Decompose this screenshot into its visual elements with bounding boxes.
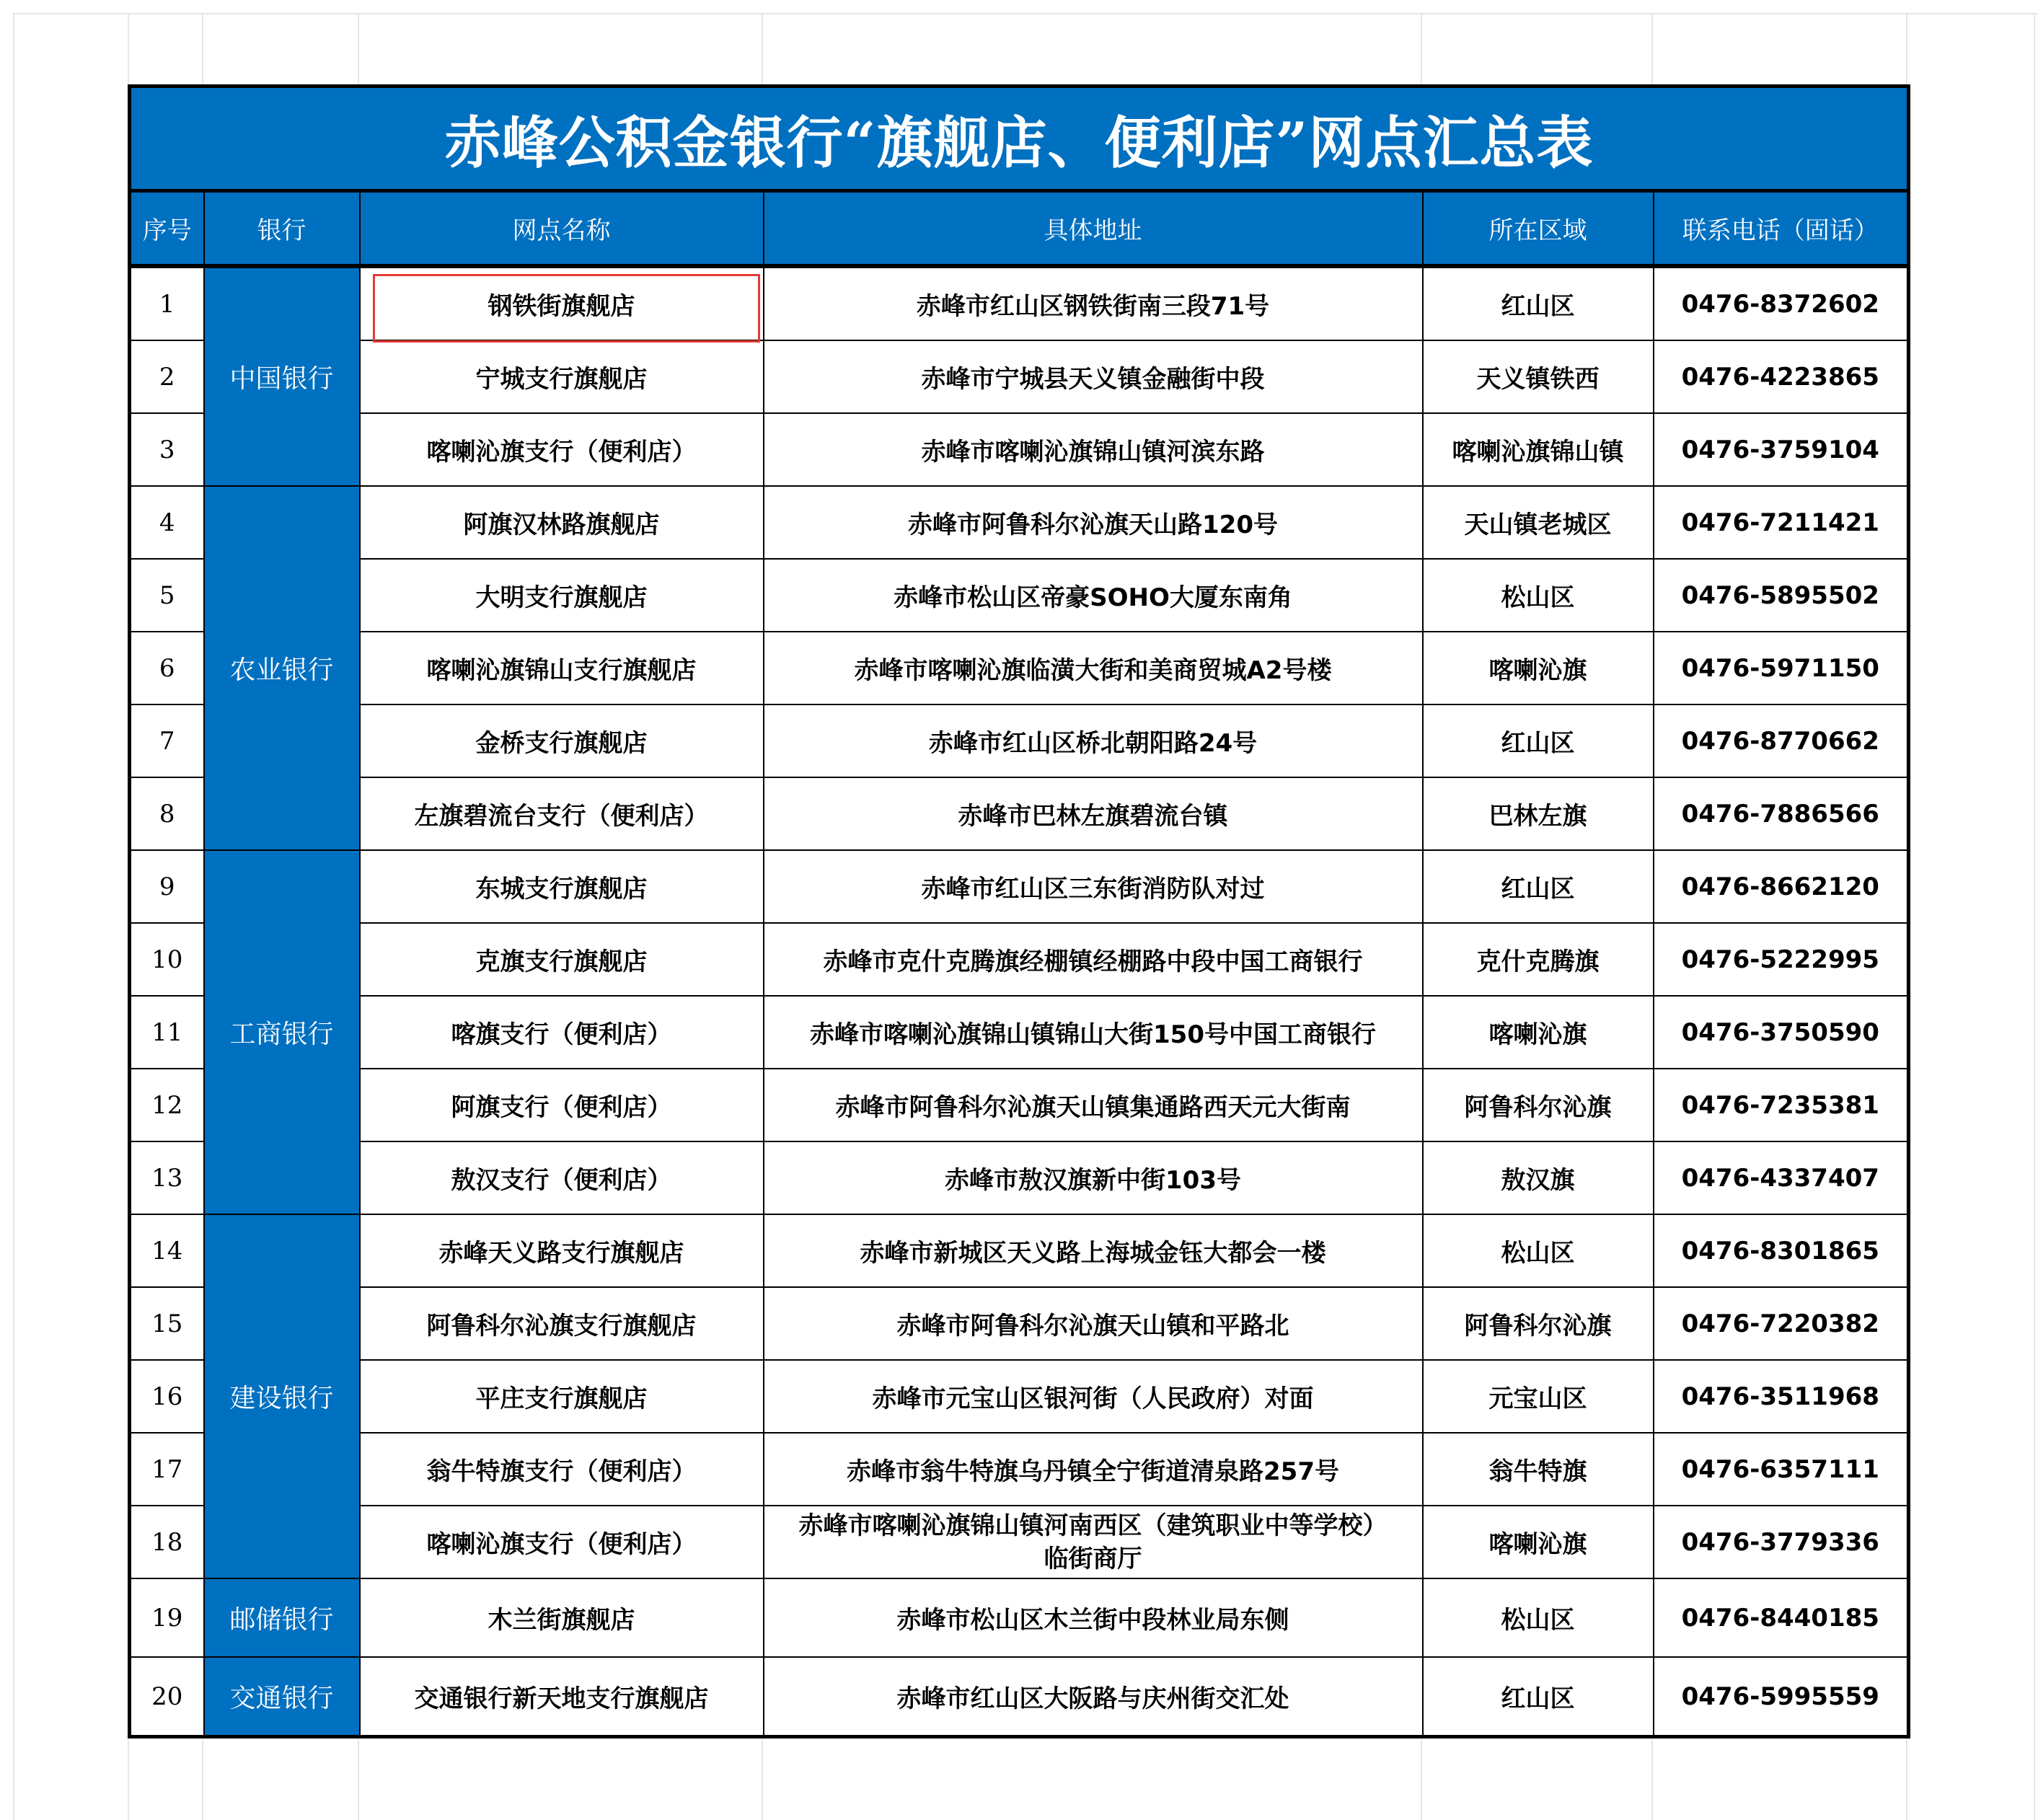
cell-branch-name[interactable]: 大明支行旗舰店 bbox=[360, 559, 764, 632]
cell-area[interactable]: 巴林左旗 bbox=[1423, 777, 1654, 850]
cell-phone[interactable]: 0476-7886566 bbox=[1654, 777, 1909, 850]
cell-branch-name[interactable]: 赤峰天义路支行旗舰店 bbox=[360, 1214, 764, 1287]
cell-seq[interactable]: 17 bbox=[130, 1433, 204, 1506]
cell-area[interactable]: 敖汉旗 bbox=[1423, 1141, 1654, 1214]
table-row bbox=[130, 559, 1909, 632]
cell-address[interactable]: 赤峰市喀喇沁旗锦山镇锦山大街150号中国工商银行 bbox=[764, 996, 1423, 1069]
cell-address[interactable]: 赤峰市松山区帝豪SOHO大厦东南角 bbox=[764, 559, 1423, 632]
table-row bbox=[130, 486, 1909, 559]
header-seq[interactable]: 序号 bbox=[130, 191, 204, 267]
cell-area[interactable]: 红山区 bbox=[1423, 266, 1654, 340]
cell-seq[interactable]: 20 bbox=[130, 1657, 204, 1737]
cell-phone[interactable]: 0476-5995559 bbox=[1654, 1657, 1909, 1737]
table-row bbox=[130, 923, 1909, 996]
header-phone[interactable]: 联系电话（固话） bbox=[1654, 191, 1909, 267]
cell-branch-name[interactable]: 木兰街旗舰店 bbox=[360, 1578, 764, 1657]
cell-branch-name[interactable]: 喀旗支行（便利店） bbox=[360, 996, 764, 1069]
table-row bbox=[130, 1506, 1909, 1578]
cell-address[interactable]: 赤峰市红山区三东街消防队对过 bbox=[764, 850, 1423, 923]
table-row bbox=[130, 1141, 1909, 1214]
cell-seq[interactable]: 3 bbox=[130, 413, 204, 486]
gridline bbox=[1421, 13, 1422, 84]
table-row bbox=[130, 1657, 1909, 1737]
cell-seq[interactable]: 1 bbox=[130, 266, 204, 340]
cell-seq[interactable]: 6 bbox=[130, 632, 204, 704]
table-row bbox=[130, 1069, 1909, 1141]
cell-bank-psbc[interactable]: 邮储银行 bbox=[204, 1578, 360, 1657]
cell-seq[interactable]: 4 bbox=[130, 486, 204, 559]
cell-branch-name[interactable]: 东城支行旗舰店 bbox=[360, 850, 764, 923]
cell-branch-name[interactable]: 敖汉支行（便利店） bbox=[360, 1141, 764, 1214]
cell-phone[interactable]: 0476-5895502 bbox=[1654, 559, 1909, 632]
cell-address[interactable]: 赤峰市宁城县天义镇金融街中段 bbox=[764, 340, 1423, 413]
cell-phone[interactable]: 0476-3750590 bbox=[1654, 996, 1909, 1069]
table-row bbox=[130, 1433, 1909, 1506]
gridline bbox=[1421, 1739, 1422, 1820]
cell-seq[interactable]: 9 bbox=[130, 850, 204, 923]
cell-address[interactable]: 赤峰市红山区桥北朝阳路24号 bbox=[764, 704, 1423, 777]
cell-phone[interactable]: 0476-4337407 bbox=[1654, 1141, 1909, 1214]
cell-area[interactable]: 天义镇铁西 bbox=[1423, 340, 1654, 413]
cell-bank-ccb[interactable]: 建设银行 bbox=[204, 1214, 360, 1578]
table-row bbox=[130, 777, 1909, 850]
gridline bbox=[762, 1739, 763, 1820]
cell-area[interactable]: 喀喇沁旗 bbox=[1423, 1506, 1654, 1578]
table-row bbox=[130, 1578, 1909, 1657]
cell-address[interactable]: 赤峰市阿鲁科尔沁旗天山路120号 bbox=[764, 486, 1423, 559]
cell-area[interactable]: 喀喇沁旗 bbox=[1423, 632, 1654, 704]
cell-address[interactable]: 赤峰市新城区天义路上海城金钰大都会一楼 bbox=[764, 1214, 1423, 1287]
cell-area[interactable]: 红山区 bbox=[1423, 850, 1654, 923]
table-row bbox=[130, 340, 1909, 413]
gridline bbox=[13, 13, 14, 1820]
cell-branch-name[interactable]: 阿旗汉林路旗舰店 bbox=[360, 486, 764, 559]
cell-phone[interactable]: 0476-8662120 bbox=[1654, 850, 1909, 923]
cell-phone[interactable]: 0476-5222995 bbox=[1654, 923, 1909, 996]
cell-address[interactable]: 赤峰市红山区钢铁街南三段71号 bbox=[764, 266, 1423, 340]
table-title[interactable]: 赤峰公积金银行“旗舰店、便利店”网点汇总表 bbox=[130, 87, 1909, 191]
cell-phone[interactable]: 0476-7220382 bbox=[1654, 1287, 1909, 1360]
cell-bank-boc[interactable]: 中国银行 bbox=[204, 266, 360, 486]
gridline bbox=[1651, 13, 1653, 84]
table-row bbox=[130, 1214, 1909, 1287]
cell-area[interactable]: 松山区 bbox=[1423, 1214, 1654, 1287]
cell-address[interactable]: 赤峰市元宝山区银河街（人民政府）对面 bbox=[764, 1360, 1423, 1433]
cell-address[interactable]: 赤峰市阿鲁科尔沁旗天山镇和平路北 bbox=[764, 1287, 1423, 1360]
cell-seq[interactable]: 11 bbox=[130, 996, 204, 1069]
cell-area[interactable]: 元宝山区 bbox=[1423, 1360, 1654, 1433]
gridline bbox=[762, 13, 763, 84]
table-row bbox=[130, 1287, 1909, 1360]
cell-seq[interactable]: 13 bbox=[130, 1141, 204, 1214]
cell-phone[interactable]: 0476-8301865 bbox=[1654, 1214, 1909, 1287]
cell-branch-name[interactable]: 阿鲁科尔沁旗支行旗舰店 bbox=[360, 1287, 764, 1360]
cell-branch-name[interactable]: 阿旗支行（便利店） bbox=[360, 1069, 764, 1141]
cell-bank-icbc[interactable]: 工商银行 bbox=[204, 850, 360, 1214]
cell-phone[interactable]: 0476-5971150 bbox=[1654, 632, 1909, 704]
cell-seq[interactable]: 15 bbox=[130, 1287, 204, 1360]
cell-address[interactable]: 赤峰市克什克腾旗经棚镇经棚路中段中国工商银行 bbox=[764, 923, 1423, 996]
gridline bbox=[128, 13, 129, 84]
cell-area[interactable]: 红山区 bbox=[1423, 1657, 1654, 1737]
cell-seq[interactable]: 16 bbox=[130, 1360, 204, 1433]
header-address[interactable]: 具体地址 bbox=[764, 191, 1423, 267]
table-row bbox=[130, 996, 1909, 1069]
cell-branch-name[interactable]: 喀喇沁旗支行（便利店） bbox=[360, 1506, 764, 1578]
cell-phone[interactable]: 0476-7235381 bbox=[1654, 1069, 1909, 1141]
cell-branch-name[interactable]: 平庄支行旗舰店 bbox=[360, 1360, 764, 1433]
cell-bank-bocom[interactable]: 交通银行 bbox=[204, 1657, 360, 1737]
cell-seq[interactable]: 5 bbox=[130, 559, 204, 632]
cell-phone[interactable]: 0476-7211421 bbox=[1654, 486, 1909, 559]
cell-branch-name[interactable]: 交通银行新天地支行旗舰店 bbox=[360, 1657, 764, 1737]
cell-area[interactable]: 松山区 bbox=[1423, 1578, 1654, 1657]
gridline bbox=[358, 1739, 359, 1820]
cell-phone[interactable]: 0476-8440185 bbox=[1654, 1578, 1909, 1657]
cell-seq[interactable]: 8 bbox=[130, 777, 204, 850]
cell-phone[interactable]: 0476-3759104 bbox=[1654, 413, 1909, 486]
cell-area[interactable]: 克什克腾旗 bbox=[1423, 923, 1654, 996]
cell-branch-name[interactable]: 金桥支行旗舰店 bbox=[360, 704, 764, 777]
table-row bbox=[130, 1360, 1909, 1433]
header-area[interactable]: 所在区域 bbox=[1423, 191, 1654, 267]
cell-address[interactable]: 赤峰市喀喇沁旗锦山镇河南西区（建筑职业中等学校）临街商厅 bbox=[764, 1506, 1423, 1578]
header-bank[interactable]: 银行 bbox=[204, 191, 360, 267]
cell-address[interactable]: 赤峰市翁牛特旗乌丹镇全宁街道清泉路257号 bbox=[764, 1433, 1423, 1506]
cell-address[interactable]: 赤峰市松山区木兰街中段林业局东侧 bbox=[764, 1578, 1423, 1657]
cell-area[interactable]: 喀喇沁旗 bbox=[1423, 996, 1654, 1069]
cell-area[interactable]: 阿鲁科尔沁旗 bbox=[1423, 1069, 1654, 1141]
cell-area[interactable]: 天山镇老城区 bbox=[1423, 486, 1654, 559]
cell-address[interactable]: 赤峰市喀喇沁旗临潢大街和美商贸城A2号楼 bbox=[764, 632, 1423, 704]
cell-branch-name[interactable]: 左旗碧流台支行（便利店） bbox=[360, 777, 764, 850]
cell-phone[interactable]: 0476-8770662 bbox=[1654, 704, 1909, 777]
cell-phone[interactable]: 0476-6357111 bbox=[1654, 1433, 1909, 1506]
cell-seq[interactable]: 10 bbox=[130, 923, 204, 996]
cell-phone[interactable]: 0476-3511968 bbox=[1654, 1360, 1909, 1433]
cell-seq[interactable]: 18 bbox=[130, 1506, 204, 1578]
gridline bbox=[128, 1739, 129, 1820]
cell-phone[interactable]: 0476-4223865 bbox=[1654, 340, 1909, 413]
cell-phone[interactable]: 0476-8372602 bbox=[1654, 266, 1909, 340]
cell-seq[interactable]: 2 bbox=[130, 340, 204, 413]
table-row bbox=[130, 704, 1909, 777]
cell-area[interactable]: 红山区 bbox=[1423, 704, 1654, 777]
cell-area[interactable]: 阿鲁科尔沁旗 bbox=[1423, 1287, 1654, 1360]
cell-bank-abc[interactable]: 农业银行 bbox=[204, 486, 360, 850]
cell-phone[interactable]: 0476-3779336 bbox=[1654, 1506, 1909, 1578]
cell-area[interactable]: 翁牛特旗 bbox=[1423, 1433, 1654, 1506]
cell-area[interactable]: 喀喇沁旗锦山镇 bbox=[1423, 413, 1654, 486]
gridline bbox=[202, 1739, 203, 1820]
cell-branch-name[interactable]: 钢铁街旗舰店 bbox=[360, 266, 764, 340]
table-row bbox=[130, 413, 1909, 486]
cell-seq[interactable]: 7 bbox=[130, 704, 204, 777]
branch-summary-table bbox=[128, 84, 1910, 1739]
cell-address[interactable]: 赤峰市喀喇沁旗锦山镇河滨东路 bbox=[764, 413, 1423, 486]
gridline bbox=[358, 13, 359, 84]
cell-branch-name[interactable]: 翁牛特旗支行（便利店） bbox=[360, 1433, 764, 1506]
cell-address[interactable]: 赤峰市敖汉旗新中街103号 bbox=[764, 1141, 1423, 1214]
cell-seq[interactable]: 14 bbox=[130, 1214, 204, 1287]
cell-area[interactable]: 松山区 bbox=[1423, 559, 1654, 632]
cell-branch-name[interactable]: 宁城支行旗舰店 bbox=[360, 340, 764, 413]
table-row bbox=[130, 632, 1909, 704]
cell-branch-name[interactable]: 喀喇沁旗支行（便利店） bbox=[360, 413, 764, 486]
gridline bbox=[2034, 13, 2035, 1820]
cell-seq[interactable]: 19 bbox=[130, 1578, 204, 1657]
gridline bbox=[202, 13, 203, 84]
cell-seq[interactable]: 12 bbox=[130, 1069, 204, 1141]
table-row bbox=[130, 850, 1909, 923]
table-row bbox=[130, 266, 1909, 340]
cell-address[interactable]: 赤峰市红山区大阪路与庆州街交汇处 bbox=[764, 1657, 1423, 1737]
cell-branch-name[interactable]: 克旗支行旗舰店 bbox=[360, 923, 764, 996]
gridline bbox=[13, 13, 2038, 14]
cell-address[interactable]: 赤峰市阿鲁科尔沁旗天山镇集通路西天元大街南 bbox=[764, 1069, 1423, 1141]
header-branch-name[interactable]: 网点名称 bbox=[360, 191, 764, 267]
cell-address[interactable]: 赤峰市巴林左旗碧流台镇 bbox=[764, 777, 1423, 850]
cell-branch-name[interactable]: 喀喇沁旗锦山支行旗舰店 bbox=[360, 632, 764, 704]
header-row bbox=[130, 191, 1909, 267]
gridline bbox=[1651, 1739, 1653, 1820]
